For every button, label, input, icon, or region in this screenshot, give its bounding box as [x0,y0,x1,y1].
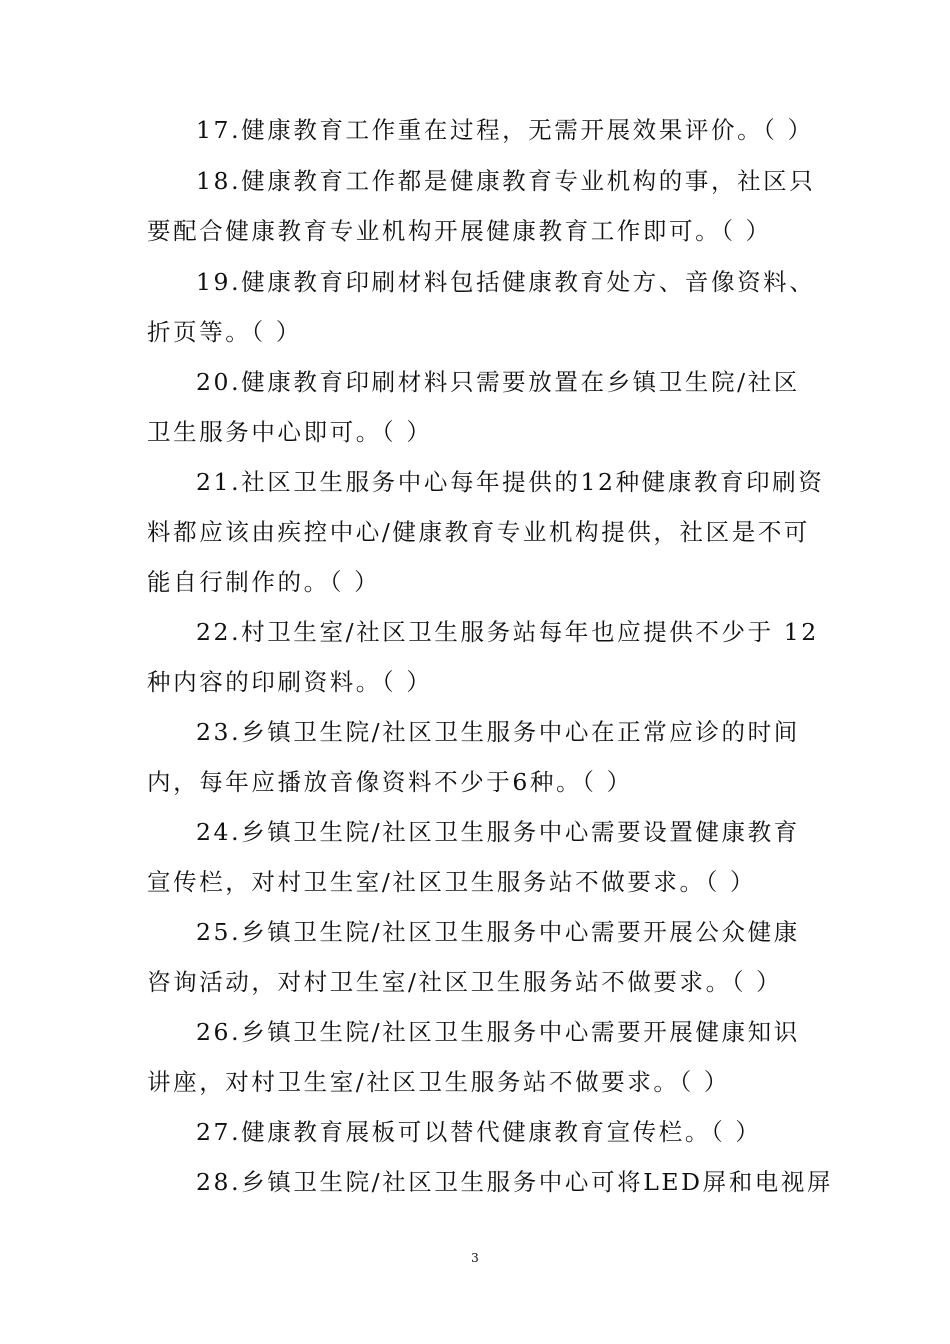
question-24-continuation: 宣传栏，对村卫生室/社区卫生服务站不做要求。（ ） [147,868,757,896]
question-21-continuation-2: 能自行制作的。（ ） [147,568,381,596]
question-20-continuation: 卫生服务中心即可。（ ） [147,418,433,446]
question-21-continuation-1: 料都应该由疾控中心/健康教育专业机构提供，社区是不可 [147,518,811,546]
page-number: 3 [471,1251,479,1265]
question-21: 21.社区卫生服务中心每年提供的12种健康教育印刷资 [196,468,825,496]
question-23-continuation: 内，每年应播放音像资料不少于6种。（ ） [147,768,633,796]
question-23: 23.乡镇卫生院/社区卫生服务中心在正常应诊的时间 [196,718,800,746]
question-18-continuation: 要配合健康教育专业机构开展健康教育工作即可。（ ） [147,217,772,245]
question-20: 20.健康教育印刷材料只需要放置在乡镇卫生院/社区 [196,368,800,396]
question-24: 24.乡镇卫生院/社区卫生服务中心需要设置健康教育 [196,818,800,846]
question-27: 27.健康教育展板可以替代健康教育宣传栏。（ ） [196,1118,762,1146]
question-25-continuation: 咨询活动，对村卫生室/社区卫生服务站不做要求。（ ） [147,968,783,996]
question-22-continuation: 种内容的印刷资料。（ ） [147,668,433,696]
question-18: 18.健康教育工作都是健康教育专业机构的事，社区只 [196,167,816,195]
question-19: 19.健康教育印刷材料包括健康教育处方、音像资料、 [196,268,816,296]
question-19-continuation: 折页等。（ ） [147,318,302,346]
question-22: 22.村卫生室/社区卫生服务站每年也应提供不少于 12 [196,618,819,646]
question-25: 25.乡镇卫生院/社区卫生服务中心需要开展公众健康 [196,918,800,946]
question-26-continuation: 讲座，对村卫生室/社区卫生服务站不做要求。（ ） [147,1068,731,1096]
question-28: 28.乡镇卫生院/社区卫生服务中心可将LED屏和电视屏 [196,1168,834,1196]
question-26: 26.乡镇卫生院/社区卫生服务中心需要开展健康知识 [196,1018,800,1046]
question-17: 17.健康教育工作重在过程，无需开展效果评价。（ ） [196,116,814,144]
